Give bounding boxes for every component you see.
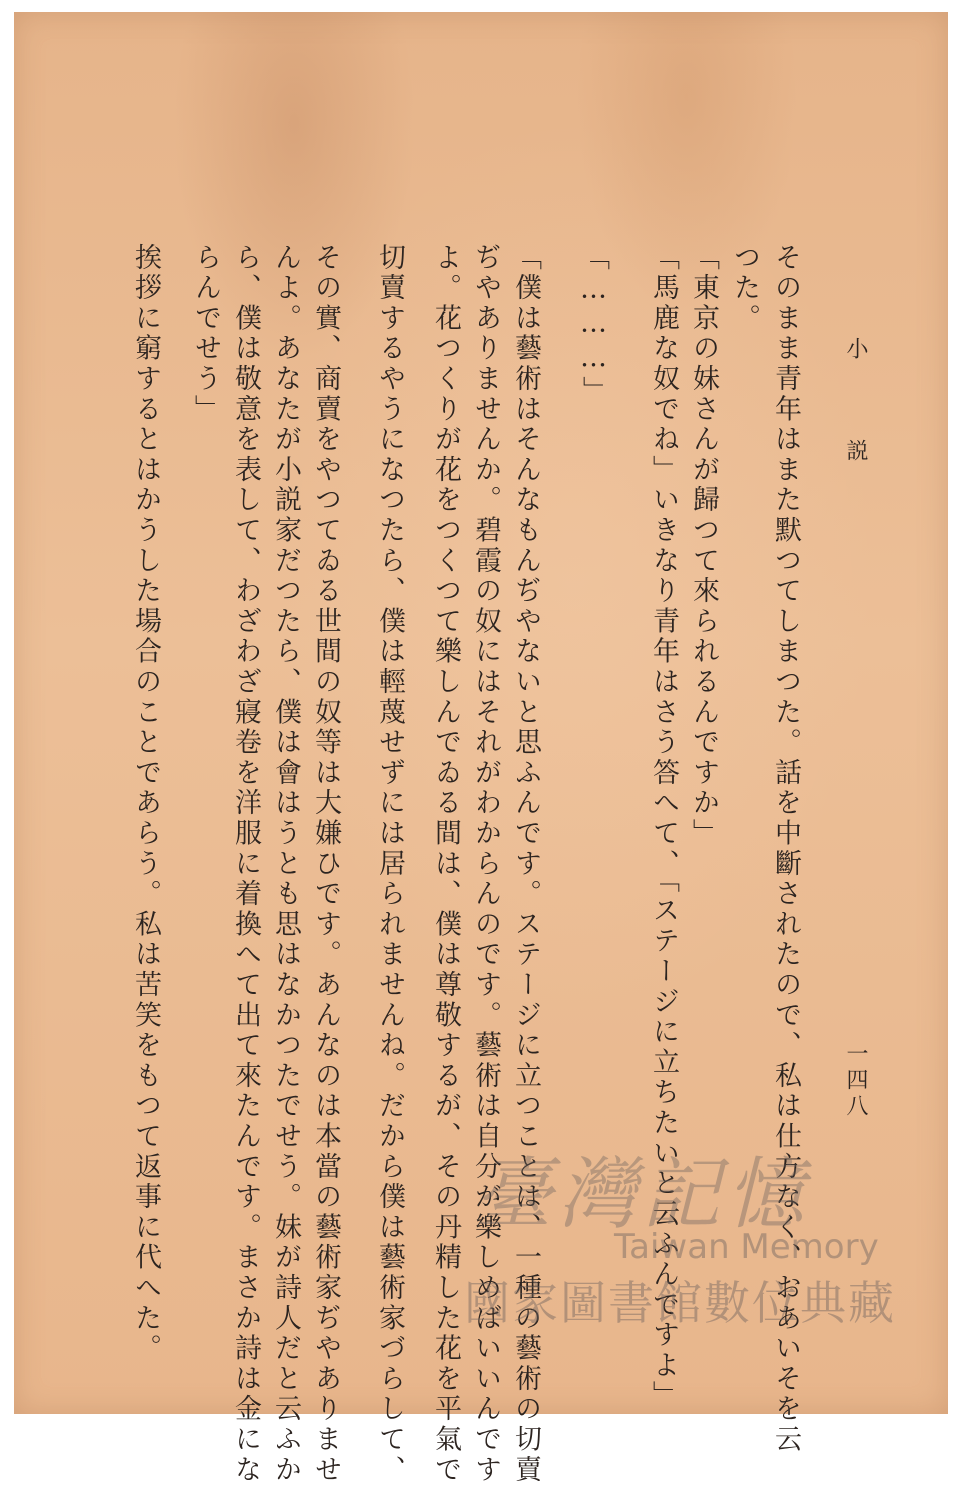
watermark-logo: 臺灣記憶 [474, 1150, 811, 1240]
text-column-13: らんでせう」 [190, 243, 221, 425]
text-column-8: よ。花つくりが花をつくつて樂しんでゐる間は、僕は尊敬するが、その丹精した花を平氣で [430, 243, 461, 1485]
watermark-english: Taiwan Memory [614, 1227, 879, 1267]
text-column-10: その實、商賣をやつてゐる世間の奴等は大嫌ひです。あんなのは本當の藝術家ぢやありませ [310, 243, 341, 1485]
text-column-3: 「東京の妹さんが歸つて來られるんですか」 [688, 243, 719, 849]
page-number: 一四八 [843, 1042, 868, 1120]
text-column-12: ら、僕は敬意を表して、わざわざ寢卷を洋服に着換へて出て來たんです。まさか詩は金にな [230, 243, 261, 1485]
text-column-9: 切賣するやうになつたら、僕は輕蔑せずには居られませんね。だから僕は藝術家づらして、 [374, 243, 405, 1485]
text-column-11: んよ。あなたが小説家だつたら、僕は會はうとも思はなかつたでせう。妹が詩人だと云ふか [270, 243, 301, 1485]
text-column-2: つた。 [729, 243, 760, 334]
book-page [14, 12, 948, 1485]
text-column-4: 「馬鹿な奴でね」いきなり青年はさう答へて、「ステージに立ちたいと云ふんですよ」 [648, 243, 679, 1412]
running-title: 小説 [843, 337, 868, 541]
text-column-5: 「………」 [578, 243, 609, 407]
text-column-6: 「僕は藝術はそんなもんぢやないと思ふんです。ステージに立つことは、一種の藝術の切賣 [510, 243, 541, 1485]
text-column-7: ぢやありませんか。碧霞の奴にはそれがわからんのです。藝術は自分が樂しめばいいんです [470, 243, 501, 1485]
text-column-14: 挨拶に窮するとはかうした場合のことであらう。私は苦笑をもつて返事に代へた。 [130, 243, 161, 1365]
watermark [464, 1132, 944, 1332]
watermark-subtitle: 國家圖書館數位典藏 [464, 1276, 896, 1330]
text-column-1: そのまま青年はまた默つてしまつた。話を中斷されたので、私は仕方なく、おあいそを云 [770, 243, 801, 1455]
